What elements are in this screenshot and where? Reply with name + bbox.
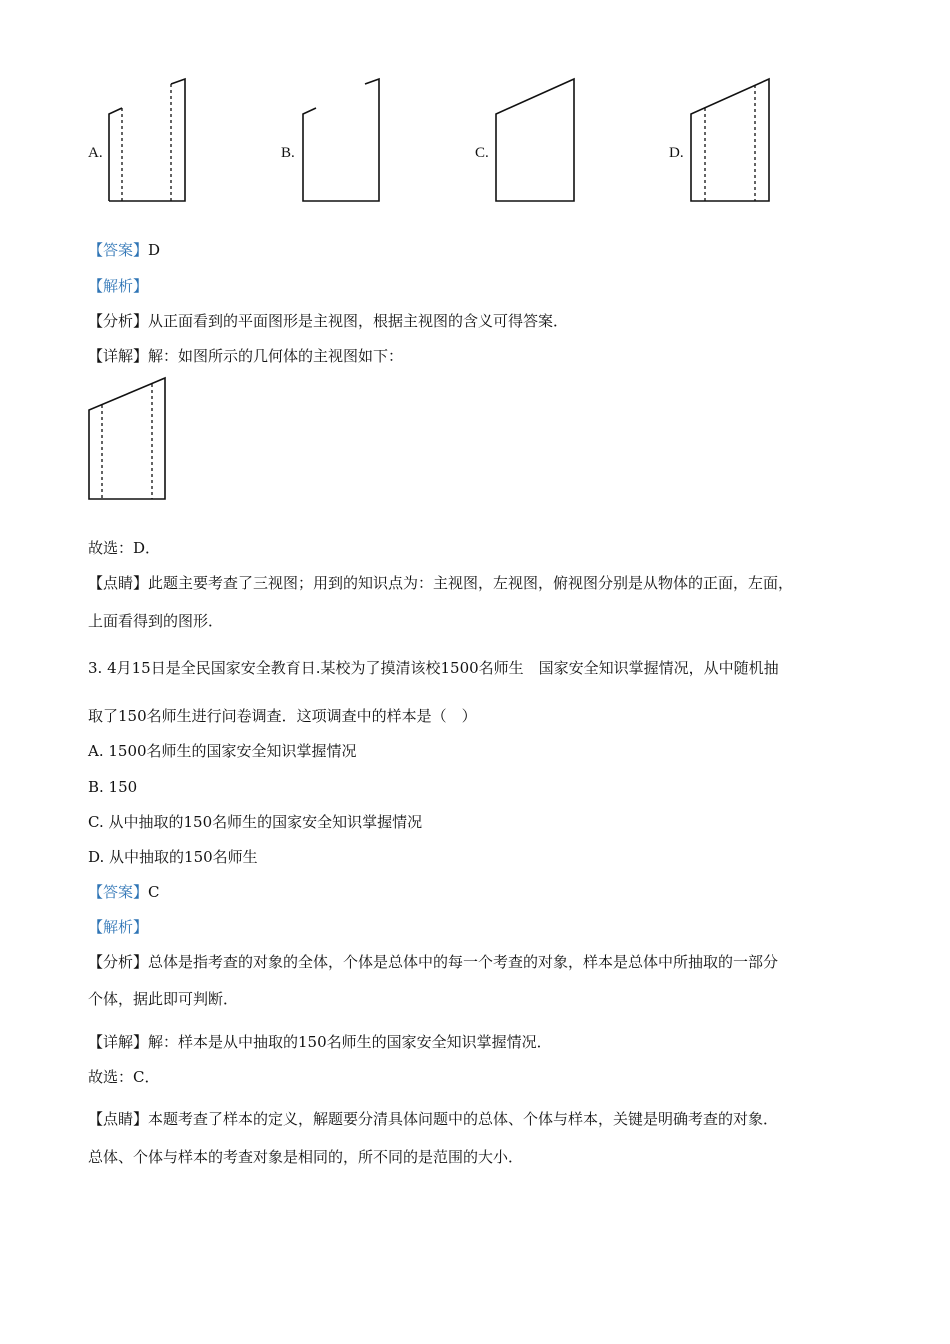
q3-dianjing-line-1 — [88, 1109, 778, 1129]
xiangjie-text: 解：样本是从中抽取的150名师生的国家安全知识掌握情况． — [148, 1033, 552, 1051]
option-d-label: D. — [669, 145, 684, 161]
answer-tag: 【答案】 — [88, 883, 149, 901]
xiangjie-text: 解：如图所示的几何体的主视图如下： — [148, 347, 404, 365]
q2-dianjing-line-1 — [88, 573, 793, 593]
option-c-figure — [487, 72, 587, 207]
q2-choose-line: 故选：D． — [88, 539, 161, 557]
dianjing-text-1: 此题主要考查了三视图；用到的知识点为：主视图，左视图，俯视图分别是从物体的正面，左面， — [148, 574, 794, 592]
q2-xiangjie-line — [88, 346, 403, 366]
q2-analysis-line — [88, 276, 148, 296]
q3-analysis-line — [88, 917, 148, 937]
answer-tag: 【答案】 — [88, 241, 149, 259]
dianjing-tag: 【点睛】 — [88, 574, 149, 592]
xiangjie-tag: 【详解】 — [88, 347, 149, 365]
q3-option-b: B. 150 — [88, 778, 138, 796]
dianjing-text-1: 本题考查了样本的定义，解题要分清具体问题中的总体、个体与样本，关键是明确考查的对象． — [148, 1110, 779, 1128]
option-b-figure — [294, 72, 394, 207]
option-d-figure — [682, 72, 782, 207]
fenxi-text: 从正面看到的平面图形是主视图，根据主视图的含义可得答案． — [148, 312, 569, 330]
option-a-figure — [100, 72, 200, 207]
q2-answer-line — [88, 240, 160, 260]
answer-value: C — [148, 883, 160, 901]
q2-dianjing-line-2: 上面看得到的图形． — [88, 612, 224, 630]
q3-option-d: D. 从中抽取的150名师生 — [88, 848, 258, 866]
option-c-label: C. — [475, 145, 489, 161]
q3-answer-line — [88, 882, 160, 902]
q3-fenxi-line-2: 个体，据此即可判断． — [88, 990, 239, 1008]
q3-option-c: C. 从中抽取的150名师生的国家安全知识掌握情况 — [88, 813, 423, 831]
q3-dianjing-line-2: 总体、个体与样本的考查对象是相同的，所不同的是范围的大小． — [88, 1148, 524, 1166]
dianjing-tag: 【点睛】 — [88, 1110, 149, 1128]
q3-fenxi-line-1 — [88, 952, 778, 972]
q3-option-a: A. 1500名师生的国家安全知识掌握情况 — [88, 742, 357, 760]
option-b-label: B. — [281, 145, 295, 161]
q2-fenxi-line — [88, 311, 568, 331]
fenxi-tag: 【分析】 — [88, 312, 149, 330]
option-a-label: A. — [88, 145, 103, 161]
answer-value: D — [148, 241, 161, 259]
fenxi-text-1: 总体是指考查的对象的全体，个体是总体中的每一个考查的对象，样本是总体中所抽取的一部分 — [148, 953, 779, 971]
analysis-tag: 【解析】 — [88, 918, 149, 936]
analysis-tag: 【解析】 — [88, 277, 149, 295]
q3-choose-line: 故选：C． — [88, 1068, 160, 1086]
fenxi-tag: 【分析】 — [88, 953, 149, 971]
q3-xiangjie-line — [88, 1032, 552, 1052]
solution-front-view-figure — [84, 374, 174, 506]
q3-stem-line-2: 取了150名师生进行问卷调查．这项调查中的样本是（ ） — [88, 707, 477, 725]
xiangjie-tag: 【详解】 — [88, 1033, 149, 1051]
q3-stem-line-1: 3. 4月15日是全民国家安全教育日.某校为了摸清该校1500名师生 国家安全知识掌握情况，从中随机抽 — [88, 659, 779, 677]
